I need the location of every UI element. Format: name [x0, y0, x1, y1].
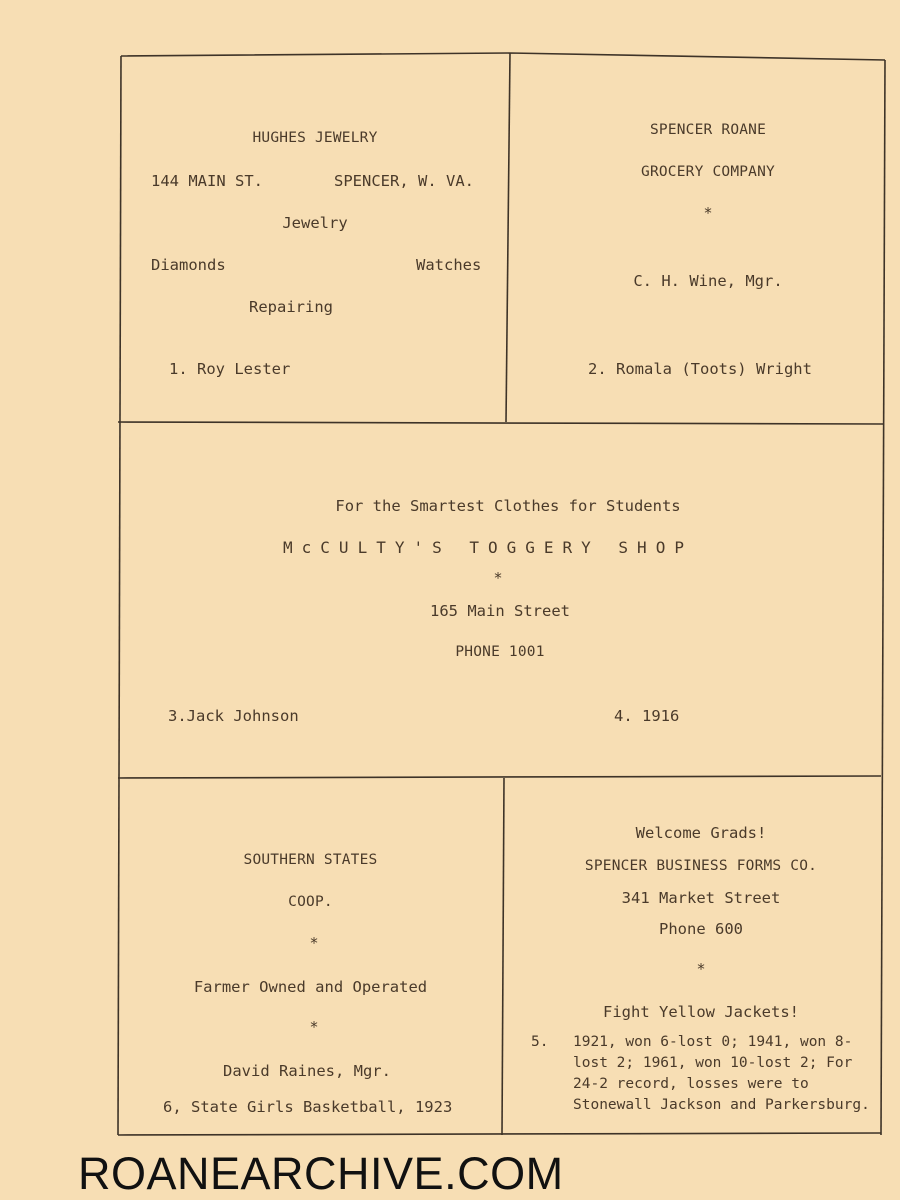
ad-mccultys-toggery-shop: [118, 423, 882, 777]
star-divider: *: [696, 960, 706, 978]
product-diamonds: Diamonds: [151, 256, 226, 274]
product-jewelry: Jewelry: [282, 214, 348, 232]
ad-southern-states-coop: [118, 778, 503, 1134]
store-name-line1: SPENCER ROANE: [649, 122, 767, 138]
archive-watermark: ROANEARCHIVE.COM: [78, 1148, 564, 1199]
product-watches: Watches: [416, 256, 482, 274]
store-manager: David Raines, Mgr.: [223, 1062, 391, 1080]
star-divider-1: *: [309, 934, 319, 952]
store-name-line2: GROCERY COMPANY: [641, 164, 775, 180]
store-phone: PHONE 1001: [455, 644, 545, 660]
ad-spencer-roane-grocery: [508, 56, 884, 422]
store-address: 341 Market Street: [621, 889, 781, 907]
store-phone: Phone 600: [659, 920, 743, 938]
caption-5-number: 5.: [531, 1034, 549, 1050]
ad-spencer-business-forms: [503, 778, 881, 1134]
store-address-city: SPENCER, W. VA.: [334, 172, 474, 190]
star-divider: *: [493, 569, 503, 587]
service-repairing: Repairing: [249, 298, 333, 316]
store-name-line1: SOUTHERN STATES: [243, 852, 378, 868]
store-address-street: 144 MAIN ST.: [151, 172, 263, 190]
store-name: HUGHES JEWELRY: [252, 130, 378, 146]
caption-6: 6, State Girls Basketball, 1923: [163, 1098, 453, 1116]
store-manager: C. H. Wine, Mgr.: [633, 272, 783, 290]
store-tagline: For the Smartest Clothes for Students: [335, 497, 681, 515]
caption-1: 1. Roy Lester: [169, 360, 291, 378]
team-cheer: Fight Yellow Jackets!: [603, 1003, 799, 1021]
star-divider-2: *: [309, 1018, 319, 1036]
star-divider: *: [703, 204, 713, 222]
greeting: Welcome Grads!: [635, 824, 767, 842]
store-name: SPENCER BUSINESS FORMS CO.: [584, 858, 818, 874]
store-name-line2: COOP.: [288, 894, 333, 910]
store-name: McCULTY'S TOGGERY SHOP: [283, 538, 693, 557]
caption-5-text: 1921, won 6-lost 0; 1941, won 8-lost 2; 1961, won 10-lost 2; For 24-2 record, losses were to Stonewall Jackson and Parkersburg.: [573, 1034, 870, 1113]
store-address: 165 Main Street: [430, 602, 570, 620]
ad-hughes-jewelry: [121, 56, 509, 422]
caption-3: 3.Jack Johnson: [168, 707, 299, 725]
store-slogan: Farmer Owned and Operated: [193, 978, 428, 996]
caption-4: 4. 1916: [614, 707, 680, 725]
caption-2: 2. Romala (Toots) Wright: [588, 360, 812, 378]
